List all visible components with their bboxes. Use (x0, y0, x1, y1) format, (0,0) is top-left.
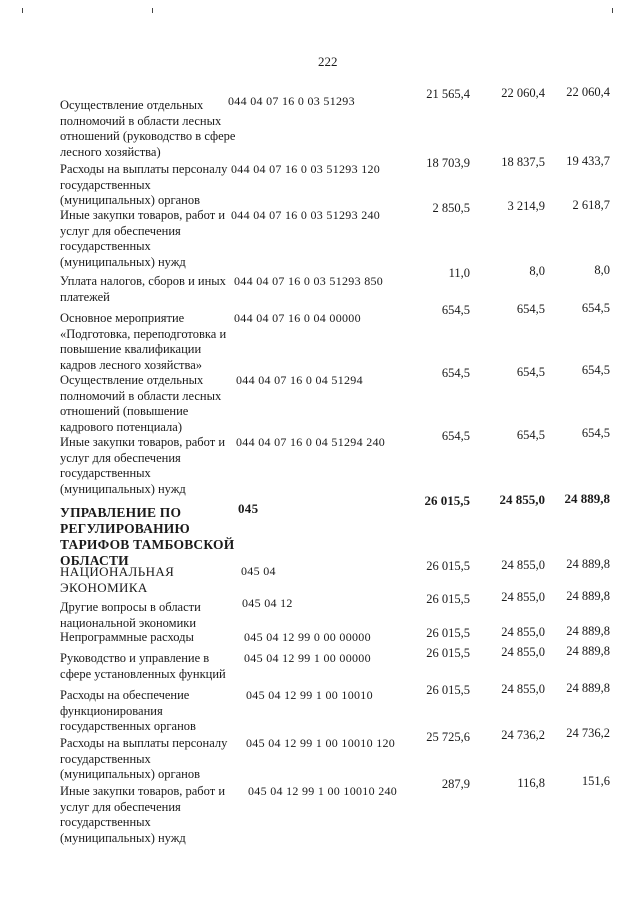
scan-mark (152, 8, 153, 13)
row-name: УПРАВЛЕНИЕ ПО РЕГУЛИРОВАНИЮ ТАРИФОВ ТАМБОВСКОЙ ОБЛАСТИ (60, 505, 235, 568)
row-name: Расходы на выплаты персоналу государственных (муниципальных) органов (60, 162, 228, 207)
row-name: Уплата налогов, сборов и иных платежей (60, 274, 226, 304)
row-code: 045 04 12 99 0 00 00000 (244, 630, 371, 644)
row-value-1: 26 015,5 (426, 626, 470, 640)
row-code: 045 04 12 99 1 00 10010 120 (246, 736, 396, 750)
row-value-2: 24 855,0 (501, 645, 545, 659)
row-code: 045 04 12 99 1 00 10010 (246, 688, 373, 702)
row-value-3: 8,0 (594, 263, 610, 277)
row-value-1: 25 725,6 (426, 730, 470, 744)
row-value-2: 24 855,0 (501, 590, 545, 604)
row-code: 044 04 07 16 0 03 51293 120 (231, 162, 381, 176)
row-value-1: 26 015,5 (424, 493, 470, 508)
row-value-2: 654,5 (516, 302, 545, 316)
row-value-3: 24 889,8 (566, 644, 610, 658)
row-value-1: 2 850,5 (432, 201, 470, 215)
row-value-3: 654,5 (581, 363, 610, 377)
row-name: НАЦИОНАЛЬНАЯ ЭКОНОМИКА (60, 564, 175, 595)
row-code: 044 04 07 16 0 03 51293 240 (231, 208, 381, 222)
row-name: Непрограммные расходы (60, 630, 194, 644)
page-number: 222 (318, 54, 338, 69)
row-value-1: 654,5 (441, 429, 470, 443)
row-value-3: 24 736,2 (566, 726, 610, 740)
row-code: 044 04 07 16 0 03 51293 850 (234, 274, 384, 288)
row-value-2: 22 060,4 (501, 86, 545, 100)
row-value-1: 26 015,5 (426, 592, 470, 606)
row-name: Другие вопросы в области национальной экономики (60, 600, 201, 630)
row-value-2: 654,5 (516, 365, 545, 379)
row-value-3: 24 889,8 (564, 491, 610, 506)
row-name: Осуществление отдельных полномочий в области лесных отношений (повышение кадрового потенциала) (60, 373, 222, 434)
row-name: Осуществление отдельных полномочий в области лесных отношений (руководство в сфере лесного хозяйства) (60, 98, 236, 159)
row-value-3: 151,6 (581, 774, 610, 788)
row-value-3: 24 889,8 (566, 557, 610, 571)
row-value-3: 24 889,8 (566, 624, 610, 638)
row-value-1: 654,5 (441, 303, 470, 317)
row-value-3: 24 889,8 (566, 589, 610, 603)
row-code: 044 04 07 16 0 04 00000 (234, 311, 361, 325)
row-value-1: 21 565,4 (426, 87, 470, 101)
row-value-2: 654,5 (516, 428, 545, 442)
row-value-2: 116,8 (517, 776, 545, 790)
row-code: 045 (238, 501, 259, 516)
row-code: 045 04 (241, 564, 276, 578)
row-value-1: 26 015,5 (426, 683, 470, 697)
row-value-3: 654,5 (581, 301, 610, 315)
row-value-3: 654,5 (581, 426, 610, 440)
row-name: Иные закупки товаров, работ и услуг для обеспечения государственных (муниципальных) нужд (60, 435, 226, 496)
row-value-1: 26 015,5 (426, 646, 470, 660)
row-code: 045 04 12 99 1 00 00000 (244, 651, 371, 665)
row-code: 044 04 07 16 0 03 51293 (228, 94, 355, 108)
row-code: 045 04 12 99 1 00 10010 240 (248, 784, 398, 798)
row-value-1: 18 703,9 (426, 156, 470, 170)
row-value-3: 24 889,8 (566, 681, 610, 695)
row-value-3: 22 060,4 (566, 85, 610, 99)
scan-mark (612, 8, 613, 13)
row-value-2: 8,0 (529, 264, 545, 278)
row-name: Иные закупки товаров, работ и услуг для обеспечения государственных (муниципальных) нужд (60, 784, 226, 845)
row-name: Иные закупки товаров, работ и услуг для обеспечения государственных (муниципальных) нужд (60, 208, 226, 269)
row-value-2: 24 855,0 (501, 558, 545, 572)
row-value-2: 24 736,2 (501, 728, 545, 742)
row-value-2: 18 837,5 (501, 155, 545, 169)
row-value-2: 24 855,0 (501, 682, 545, 696)
row-value-2: 24 855,0 (501, 625, 545, 639)
row-value-1: 11,0 (448, 266, 470, 280)
row-name: Расходы на обеспечение функционирования государственных органов (60, 688, 196, 733)
row-code: 044 04 07 16 0 04 51294 240 (236, 435, 386, 449)
row-name: Расходы на выплаты персоналу государственных (муниципальных) органов (60, 736, 228, 781)
row-value-2: 24 855,0 (499, 492, 545, 507)
row-name: Руководство и управление в сфере установленных функций (60, 651, 226, 681)
row-code: 044 04 07 16 0 04 51294 (236, 373, 363, 387)
row-value-3: 2 618,7 (572, 198, 610, 212)
row-value-1: 654,5 (441, 366, 470, 380)
row-code: 045 04 12 (242, 596, 293, 610)
row-value-1: 287,9 (441, 777, 470, 791)
row-name: Основное мероприятие «Подготовка, переподготовка и повышение квалификации кадров лесного хозяйства» (60, 311, 227, 372)
row-value-1: 26 015,5 (426, 559, 470, 573)
row-value-2: 3 214,9 (507, 199, 545, 213)
row-value-3: 19 433,7 (566, 154, 610, 168)
scan-mark (22, 8, 23, 13)
